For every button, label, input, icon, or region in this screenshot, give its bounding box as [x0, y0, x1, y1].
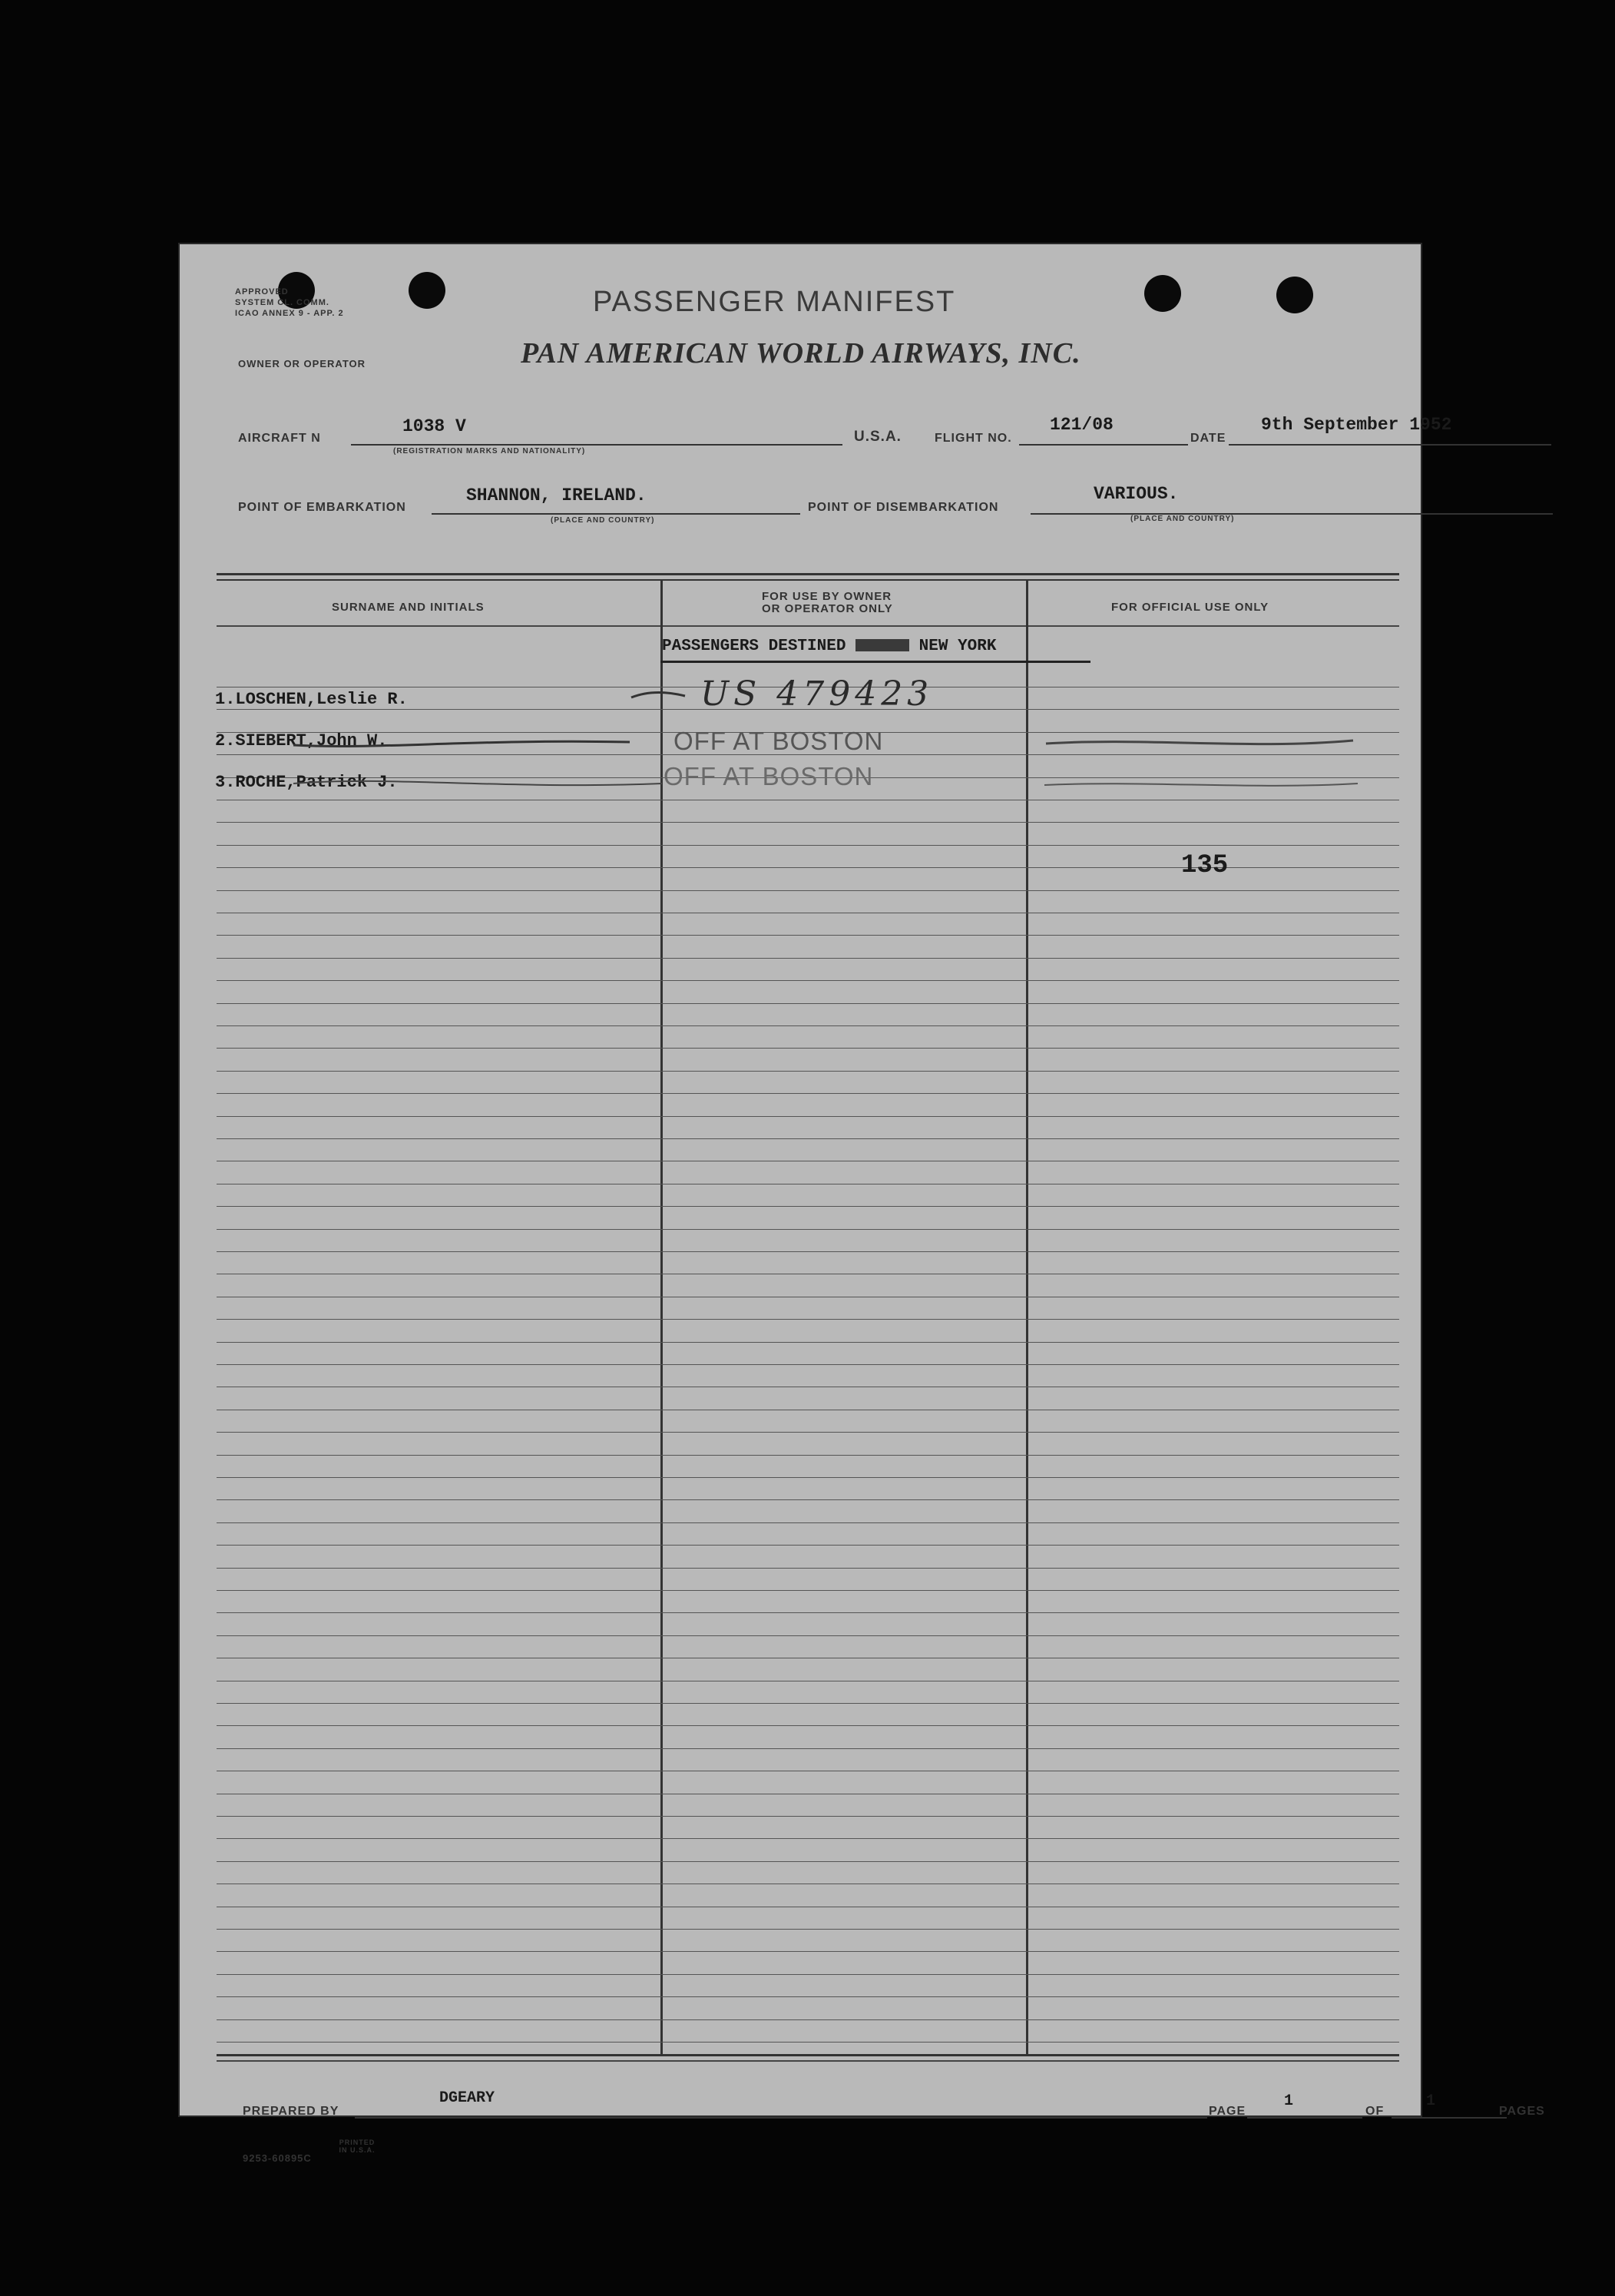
- ruled-line: [217, 1703, 1399, 1704]
- ruled-line: [217, 1432, 1399, 1433]
- ruled-line: [217, 1342, 1399, 1343]
- owner-label: OWNER OR OPERATOR: [238, 358, 366, 369]
- of-value: 1: [1426, 2092, 1436, 2110]
- col1-header: SURNAME AND INITIALS: [332, 601, 485, 614]
- ruled-line: [217, 935, 1399, 936]
- approval-line2: SYSTEM CL. COMM.: [235, 298, 329, 307]
- prepared-label: PREPARED BY: [243, 2105, 339, 2118]
- embarkation-value: SHANNON, IRELAND.: [466, 485, 647, 505]
- date-label: DATE: [1190, 432, 1226, 445]
- destined-place: NEW YORK: [918, 638, 997, 655]
- printed-mark: PRINTED IN U.S.A.: [339, 2139, 376, 2154]
- page-title: PASSENGER MANIFEST: [593, 286, 956, 318]
- ruled-line: [217, 980, 1399, 981]
- ruled-line: [217, 1861, 1399, 1862]
- ruled-line: [217, 1364, 1399, 1365]
- ruled-line: [217, 890, 1399, 891]
- prepared-value: DGEARY: [439, 2089, 495, 2107]
- ruled-line: [217, 1206, 1399, 1207]
- ruled-line: [217, 1838, 1399, 1839]
- ruled-line: [217, 1477, 1399, 1478]
- disembarkation-label: POINT OF DISEMBARKATION: [808, 501, 999, 514]
- ruled-line: [217, 958, 1399, 959]
- pages-label: PAGES: [1499, 2105, 1545, 2118]
- form-number: 9253-60895C: [243, 2152, 312, 2164]
- ruled-line: [217, 1612, 1399, 1613]
- col2-header-line1: FOR USE BY OWNER: [762, 590, 892, 603]
- ruled-line: [217, 1929, 1399, 1930]
- manifest-page: [178, 243, 1545, 2164]
- approval-line1: APPROVED: [235, 287, 289, 297]
- ruled-line: [217, 1229, 1399, 1230]
- ruled-line: [217, 1951, 1399, 1952]
- strike-marks: [178, 243, 1422, 857]
- usa-label: U.S.A.: [854, 429, 902, 445]
- ruled-line: [217, 1522, 1399, 1523]
- stamp-off-at-boston: OFF AT BOSTON: [664, 762, 874, 790]
- of-label: OF: [1365, 2105, 1385, 2118]
- ruled-line: [217, 1996, 1399, 1997]
- ruled-line: [217, 2042, 1399, 2043]
- official-number: 135: [1181, 851, 1229, 880]
- ruled-line: [217, 1025, 1399, 1026]
- ruled-line: [217, 1568, 1399, 1569]
- registration-caption: (REGISTRATION MARKS AND NATIONALITY): [393, 447, 586, 456]
- place-caption-2: (PLACE AND COUNTRY): [1130, 515, 1235, 523]
- ruled-line: [217, 1319, 1399, 1320]
- stamp-off-at-boston: OFF AT BOSTON: [673, 727, 884, 755]
- ruled-line: [217, 1635, 1399, 1636]
- ruled-line: [217, 1455, 1399, 1456]
- aircraft-label: AIRCRAFT N: [238, 432, 321, 445]
- ruled-line: [217, 1048, 1399, 1049]
- handwritten-note: US 479423: [700, 674, 934, 714]
- ruled-line: [217, 1138, 1399, 1139]
- ruled-line: [217, 1725, 1399, 1726]
- ruled-line: [217, 1093, 1399, 1094]
- airline-name: PAN AMERICAN WORLD AIRWAYS, INC.: [521, 337, 1081, 369]
- passenger-name: 1.LOSCHEN,Leslie R.: [215, 690, 408, 709]
- col2-header-line2: OR OPERATOR ONLY: [762, 602, 893, 615]
- passenger-name: 3.ROCHE,Patrick J.: [215, 773, 398, 792]
- col3-header: FOR OFFICIAL USE ONLY: [1111, 601, 1269, 614]
- ruled-line: [217, 1974, 1399, 1975]
- ruled-line: [217, 1499, 1399, 1500]
- ruled-line: [217, 1116, 1399, 1117]
- disembarkation-value: VARIOUS.: [1094, 484, 1179, 504]
- ruled-line: [217, 1590, 1399, 1591]
- passenger-name: 2.SIEBERT,John W.: [215, 731, 388, 750]
- ruled-line: [217, 1545, 1399, 1546]
- ruled-line: [217, 1748, 1399, 1749]
- ruled-line: [217, 1003, 1399, 1004]
- date-value: 9th September 1952: [1261, 415, 1452, 435]
- flight-label: FLIGHT NO.: [935, 432, 1012, 445]
- page-value: 1: [1284, 2092, 1294, 2110]
- embarkation-label: POINT OF EMBARKATION: [238, 501, 406, 514]
- aircraft-value: 1038 V: [402, 416, 466, 436]
- ruled-line: [217, 1816, 1399, 1817]
- ruled-line: [217, 1251, 1399, 1252]
- ruled-line: [217, 2019, 1399, 2020]
- flight-value: 121/08: [1050, 415, 1114, 435]
- ruled-line: [217, 1071, 1399, 1072]
- destined-label: PASSENGERS DESTINED: [662, 638, 846, 655]
- approval-line3: ICAO ANNEX 9 - APP. 2: [235, 309, 344, 318]
- place-caption-1: (PLACE AND COUNTRY): [551, 516, 655, 525]
- page-label: PAGE: [1209, 2105, 1246, 2118]
